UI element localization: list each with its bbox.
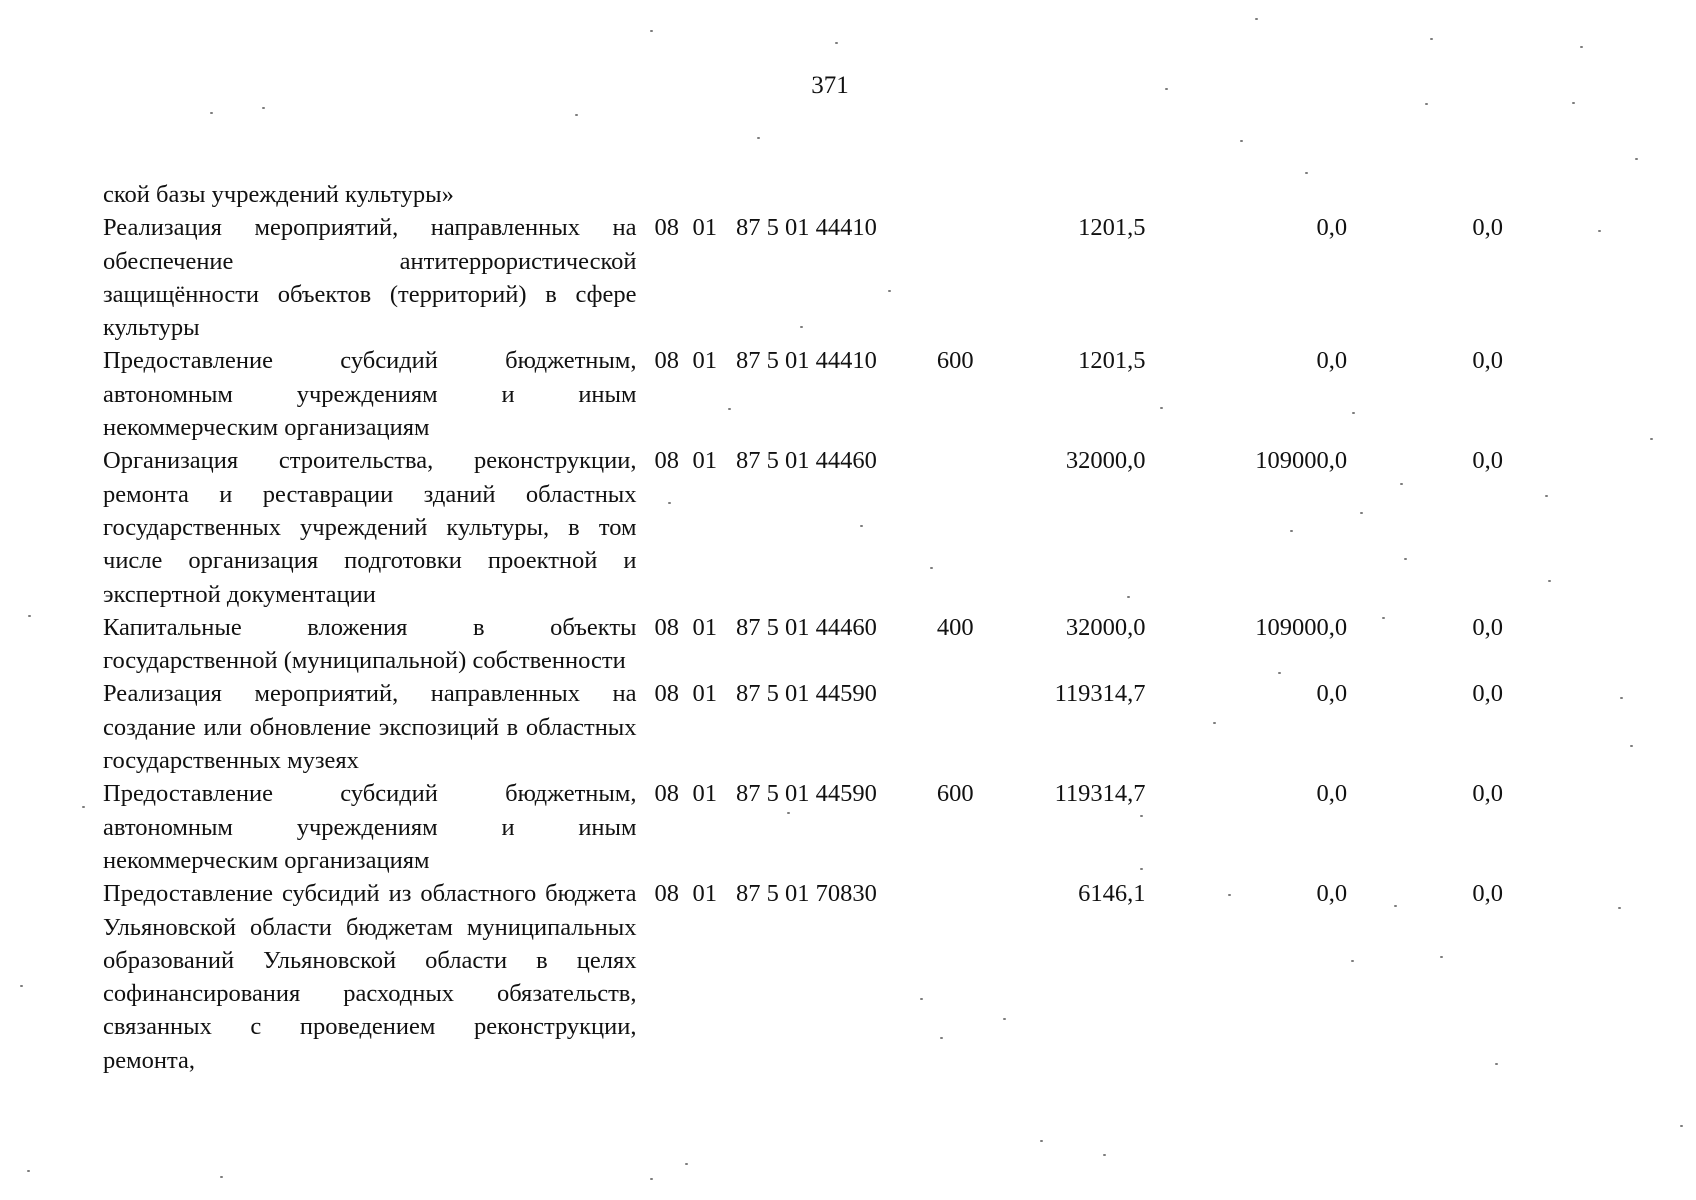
row-subsection: 01 bbox=[692, 214, 717, 242]
row-section: 08 bbox=[654, 880, 680, 908]
scan-speck bbox=[1290, 530, 1293, 532]
scan-speck bbox=[1650, 438, 1653, 440]
row-amount-year1: 32000,0 bbox=[1065, 447, 1146, 475]
scan-speck bbox=[1618, 907, 1621, 909]
scan-speck bbox=[1351, 960, 1354, 962]
row-amount-year3 bbox=[1377, 178, 1543, 211]
scan-speck bbox=[1400, 483, 1403, 485]
row-section: 08 bbox=[654, 613, 680, 641]
scan-speck bbox=[1425, 103, 1428, 105]
scan-speck bbox=[1255, 18, 1258, 20]
scan-speck bbox=[888, 290, 891, 292]
row-name: Предоставление субсидий из областного бюджета Ульяновской области бюджетам муниципальных образований Ульяновской области в целях софинансирования расходных обязательств, связанных с проведением реконструкции, ремонта, bbox=[103, 880, 637, 1074]
row-amount-year2 bbox=[1186, 178, 1378, 211]
row-name: Реализация мероприятий, направленных на обеспечение антитеррористической защищённости объектов (территорий) в сфере культуры bbox=[103, 214, 637, 342]
scan-speck bbox=[1360, 512, 1363, 514]
scan-speck bbox=[757, 137, 760, 139]
row-subsection bbox=[692, 178, 736, 211]
row-name: ской базы учреждений культуры» bbox=[103, 181, 454, 208]
row-subsection: 01 bbox=[692, 347, 717, 375]
scan-speck bbox=[1580, 46, 1583, 48]
row-section: 08 bbox=[654, 447, 680, 475]
scan-speck bbox=[1545, 495, 1548, 497]
scan-speck bbox=[800, 326, 803, 328]
row-section: 08 bbox=[654, 347, 680, 375]
row-amount-year3: 0,0 bbox=[1472, 214, 1503, 242]
scan-speck bbox=[930, 567, 933, 569]
table-row bbox=[103, 344, 1543, 444]
row-amount-year3: 0,0 bbox=[1472, 880, 1503, 908]
scan-speck bbox=[1103, 1154, 1106, 1156]
row-amount-year1: 119314,7 bbox=[1054, 680, 1146, 708]
row-amount-year2: 0,0 bbox=[1316, 347, 1348, 375]
scan-speck bbox=[1352, 412, 1355, 414]
scan-speck bbox=[1240, 140, 1243, 142]
scan-speck bbox=[27, 1170, 30, 1172]
row-amount-year3: 0,0 bbox=[1472, 680, 1503, 708]
table-row bbox=[103, 178, 1543, 211]
scan-speck bbox=[1404, 558, 1407, 560]
row-expense-type bbox=[937, 444, 994, 610]
scan-speck bbox=[860, 525, 863, 527]
scan-speck bbox=[1213, 722, 1216, 724]
row-section bbox=[637, 178, 693, 211]
row-amount-year3: 0,0 bbox=[1472, 780, 1503, 808]
scan-speck bbox=[1572, 102, 1575, 104]
row-amount-year1: 1201,5 bbox=[1078, 347, 1146, 375]
row-amount-year1: 32000,0 bbox=[1065, 613, 1146, 641]
row-amount-year1: 1201,5 bbox=[1078, 214, 1146, 242]
scan-speck bbox=[650, 30, 653, 32]
row-name: Капитальные вложения в объекты государственной (муниципальной) собственности bbox=[103, 613, 637, 675]
row-target-code: 87 5 01 44590 bbox=[735, 780, 877, 808]
row-amount-year1: 6146,1 bbox=[1078, 880, 1146, 908]
row-expense-type bbox=[937, 877, 994, 1077]
scan-speck bbox=[1040, 1140, 1043, 1142]
scan-speck bbox=[1620, 697, 1623, 699]
table-row bbox=[103, 777, 1543, 877]
scan-speck bbox=[1548, 580, 1551, 582]
scan-speck bbox=[728, 408, 731, 410]
scan-speck bbox=[1394, 905, 1397, 907]
table-row bbox=[103, 211, 1543, 344]
row-name: Организация строительства, реконструкции, ремонта и реставрации зданий областных государственных учреждений культуры, в том числе организация подготовки проектной и экспертной документации bbox=[103, 447, 637, 608]
scan-speck bbox=[685, 1163, 688, 1165]
scan-speck bbox=[1228, 894, 1231, 896]
scan-speck bbox=[787, 812, 790, 814]
row-target-code: 87 5 01 44590 bbox=[735, 680, 877, 708]
budget-table bbox=[103, 178, 1543, 1077]
row-amount-year2: 109000,0 bbox=[1255, 447, 1348, 475]
scan-speck bbox=[940, 1037, 943, 1039]
table-row bbox=[103, 677, 1543, 777]
row-amount-year3: 0,0 bbox=[1472, 447, 1503, 475]
row-amount-year1 bbox=[994, 178, 1186, 211]
row-expense-type bbox=[937, 677, 994, 777]
scan-speck bbox=[1630, 745, 1633, 747]
row-subsection: 01 bbox=[692, 680, 717, 708]
scan-speck bbox=[1495, 1063, 1498, 1065]
row-subsection: 01 bbox=[692, 613, 717, 641]
scan-speck bbox=[1140, 868, 1143, 870]
scan-speck bbox=[835, 42, 838, 44]
scan-speck bbox=[1160, 407, 1163, 409]
row-expense-type bbox=[937, 211, 994, 344]
row-expense-type: 600 bbox=[936, 780, 974, 808]
page-number: 371 bbox=[811, 72, 849, 99]
scan-speck bbox=[668, 502, 671, 504]
scan-speck bbox=[1440, 956, 1443, 958]
table-row bbox=[103, 611, 1543, 678]
row-expense-type: 400 bbox=[936, 613, 974, 641]
row-subsection: 01 bbox=[692, 780, 717, 808]
row-amount-year2: 0,0 bbox=[1316, 880, 1348, 908]
row-target-code: 87 5 01 44410 bbox=[735, 214, 877, 242]
scan-speck bbox=[1165, 88, 1168, 90]
row-target-code: 87 5 01 44460 bbox=[735, 447, 877, 475]
row-amount-year2: 0,0 bbox=[1316, 780, 1348, 808]
scan-speck bbox=[650, 1178, 653, 1180]
row-amount-year2: 0,0 bbox=[1316, 214, 1348, 242]
scan-speck bbox=[1003, 1018, 1006, 1020]
row-expense-type bbox=[937, 178, 994, 211]
scan-speck bbox=[220, 1176, 223, 1178]
scan-speck bbox=[28, 615, 31, 617]
row-target-code: 87 5 01 70830 bbox=[735, 880, 877, 908]
row-amount-year1: 119314,7 bbox=[1054, 780, 1146, 808]
scan-speck bbox=[1430, 38, 1433, 40]
row-target-code bbox=[736, 178, 937, 211]
table-row bbox=[103, 877, 1543, 1077]
row-expense-type: 600 bbox=[936, 347, 974, 375]
scan-speck bbox=[82, 806, 85, 808]
scan-speck bbox=[1680, 1125, 1683, 1127]
scan-speck bbox=[210, 112, 213, 114]
scan-speck bbox=[20, 985, 23, 987]
scan-speck bbox=[1382, 617, 1385, 619]
scan-speck bbox=[1305, 172, 1308, 174]
scan-speck bbox=[1598, 230, 1601, 232]
row-name: Предоставление субсидий бюджетным, автономным учреждениям и иным некоммерческим организациям bbox=[103, 780, 637, 874]
row-name: Реализация мероприятий, направленных на создание или обновление экспозиций в областных государственных музеях bbox=[103, 680, 637, 775]
scan-speck bbox=[575, 114, 578, 116]
scan-speck bbox=[920, 998, 923, 1000]
row-subsection: 01 bbox=[692, 880, 717, 908]
row-name: Предоставление субсидий бюджетным, автономным учреждениям и иным некоммерческим организациям bbox=[103, 347, 637, 442]
row-amount-year2: 0,0 bbox=[1316, 680, 1348, 708]
row-subsection: 01 bbox=[692, 447, 717, 475]
row-target-code: 87 5 01 44410 bbox=[735, 347, 877, 375]
table-row bbox=[103, 444, 1543, 610]
row-amount-year3: 0,0 bbox=[1472, 613, 1503, 641]
row-section: 08 bbox=[654, 214, 680, 242]
row-section: 08 bbox=[654, 780, 680, 808]
scan-speck bbox=[1635, 158, 1638, 160]
row-target-code: 87 5 01 44460 bbox=[735, 613, 877, 641]
row-section: 08 bbox=[654, 680, 680, 708]
scan-speck bbox=[1140, 815, 1143, 817]
row-amount-year3: 0,0 bbox=[1472, 347, 1503, 375]
scan-speck bbox=[262, 107, 265, 109]
scan-speck bbox=[1127, 596, 1130, 598]
scan-speck bbox=[1278, 672, 1281, 674]
row-amount-year2: 109000,0 bbox=[1255, 613, 1348, 641]
